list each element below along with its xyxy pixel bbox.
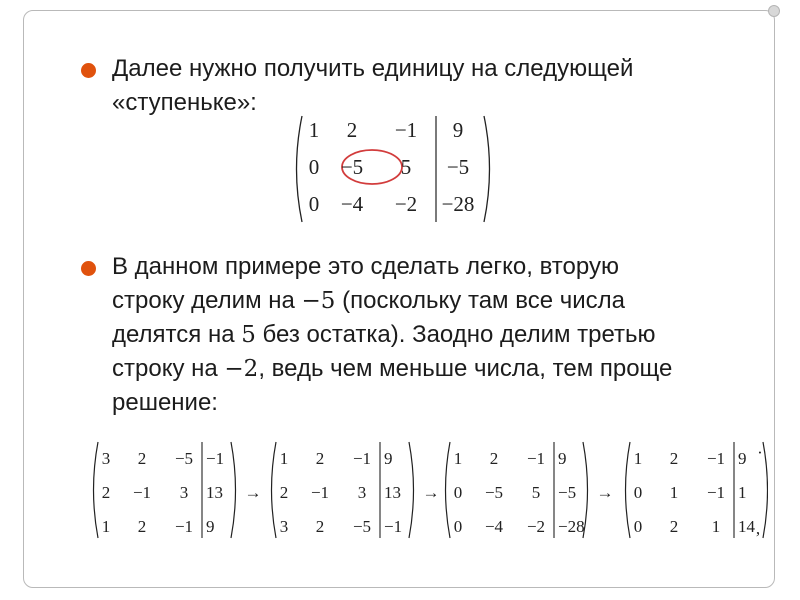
matrix-cell: −5	[558, 483, 577, 502]
arrow-icon: →	[422, 483, 440, 502]
matrix-cell: 13	[206, 483, 223, 502]
matrix-cell: −5	[352, 517, 372, 536]
matrix-cell: 9	[738, 449, 747, 468]
matrix-cell: 2	[137, 517, 147, 536]
bullet-1-line-2: «ступеньке»:	[112, 89, 257, 116]
arrow-icon: →	[244, 483, 262, 502]
bullet-2-line-4b: , ведь чем меньше числа, тем проще	[258, 355, 673, 382]
matrix-cell: −5	[174, 449, 194, 468]
matrix-cell: 3	[279, 517, 289, 536]
matrix-cell: −5	[340, 155, 364, 179]
matrix-cell: 9	[384, 449, 393, 468]
bullet-2-text	[112, 250, 672, 420]
chain-matrix	[94, 442, 236, 538]
matrix-cell: 9	[206, 517, 215, 536]
bullet-2-line-3b: без остатка). Заодно делим третью	[255, 321, 656, 348]
bullet-2-line-3a: делятся на	[112, 321, 242, 348]
arrow-icon: →	[596, 483, 614, 502]
matrix-cell: 13	[384, 483, 401, 502]
bullet-1-text	[112, 52, 633, 120]
matrix-cell: 2	[279, 483, 289, 502]
bullet-dot-icon	[81, 63, 96, 78]
matrix-cell: −2	[394, 192, 418, 216]
math-minus-two: −2	[224, 356, 259, 382]
matrix-cell: −5	[484, 483, 504, 502]
matrix-cell: 2	[137, 449, 147, 468]
bullet-1-line-1: Далее нужно получить единицу на следующей	[112, 55, 634, 82]
matrix-cell: 1	[453, 449, 463, 468]
trailing-comma: ,	[755, 519, 761, 538]
matrix-cell: −1	[174, 517, 194, 536]
matrix-chain	[88, 438, 768, 548]
matrix-cell: 2	[489, 449, 499, 468]
matrix-cell: −5	[446, 155, 470, 179]
matrix-cell: −1	[706, 449, 726, 468]
bullet-2-line-5: решение:	[112, 389, 218, 416]
matrix-cell: 0	[453, 517, 463, 536]
matrix-cell: −1	[352, 449, 372, 468]
matrix-cell: 1	[669, 483, 679, 502]
bullet-2-line-2b: (поскольку там все числа	[335, 287, 625, 314]
bullet-2-line-1: В данном примере это сделать легко, вторую	[112, 253, 619, 280]
matrix-cell: 1	[101, 517, 111, 536]
matrix-cell: 2	[669, 449, 679, 468]
matrix-cell: 2	[101, 483, 111, 502]
matrix-cell: 1	[633, 449, 643, 468]
bullet-2-line-4a: строку на	[112, 355, 225, 382]
matrix-cell: 1	[711, 517, 721, 536]
matrix-cell: −28	[441, 192, 475, 216]
bullet-dot-icon	[81, 261, 96, 276]
matrix-cell: 3	[101, 449, 111, 468]
main-matrix	[288, 112, 498, 226]
matrix-cell: 3	[179, 483, 189, 502]
bullet-2-line-2a: строку делим на	[112, 287, 302, 314]
matrix-cell: 1	[308, 118, 320, 142]
matrix-cell: −4	[484, 517, 504, 536]
matrix-cell: 9	[558, 449, 567, 468]
math-five: 5	[241, 322, 256, 348]
matrix-cell: −1	[394, 118, 418, 142]
matrix-cell: 0	[308, 155, 320, 179]
matrix-cell: −1	[132, 483, 152, 502]
matrix-cell: 2	[346, 118, 358, 142]
matrix-cell: 0	[633, 517, 643, 536]
matrix-cell: −1	[706, 483, 726, 502]
matrix-cell: 5	[400, 155, 412, 179]
matrix-cell: 2	[315, 449, 325, 468]
matrix-cell: 14	[738, 517, 755, 536]
matrix-cell: −28	[558, 517, 585, 536]
matrix-cell: 1	[738, 483, 747, 502]
matrix-cell: 3	[357, 483, 367, 502]
trailing-mark: ·	[757, 443, 763, 462]
matrix-cell: 0	[633, 483, 643, 502]
math-minus-five: −5	[301, 288, 336, 314]
matrix-cell: −1	[206, 449, 225, 468]
chain-matrix	[272, 442, 414, 538]
matrix-cell: 2	[315, 517, 325, 536]
matrix-cell: 0	[453, 483, 463, 502]
chain-matrix	[446, 442, 588, 538]
matrix-cell: 1	[279, 449, 289, 468]
chain-matrix	[626, 442, 768, 538]
matrix-cell: 5	[531, 483, 541, 502]
matrix-cell: −4	[340, 192, 364, 216]
matrix-cell: −1	[384, 517, 403, 536]
matrix-cell: −1	[310, 483, 330, 502]
matrix-cell: 9	[452, 118, 464, 142]
corner-dot-icon	[768, 5, 780, 17]
matrix-cell: −1	[526, 449, 546, 468]
matrix-cell: 2	[669, 517, 679, 536]
matrix-cell: −2	[526, 517, 546, 536]
matrix-cell: 0	[308, 192, 320, 216]
